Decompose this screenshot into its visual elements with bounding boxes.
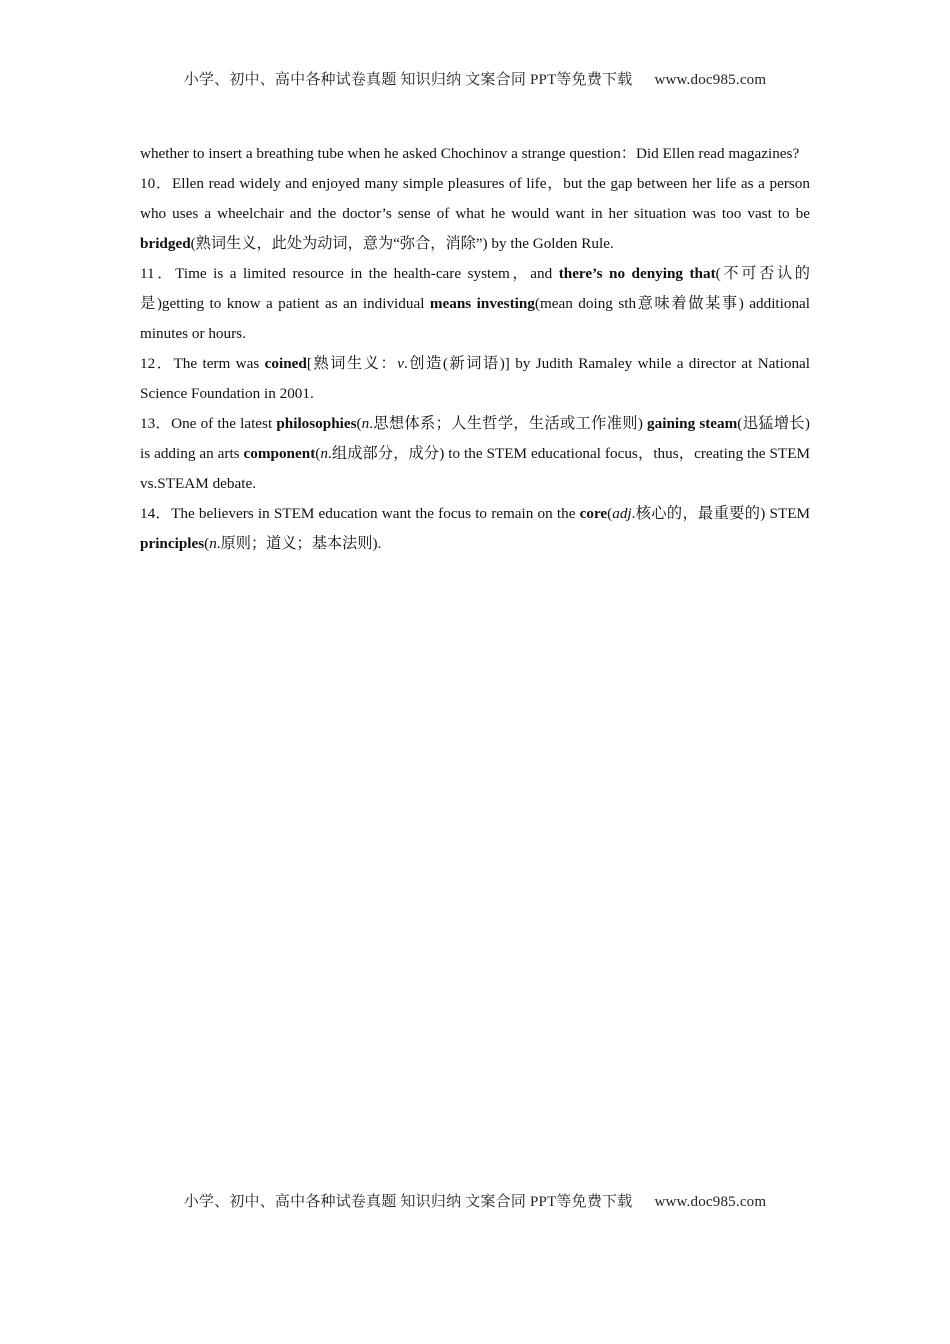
- text-run: 13．One of the latest: [140, 415, 277, 432]
- paragraph-14: [140, 499, 810, 559]
- italic-pos: n: [320, 445, 328, 462]
- text-run: (: [204, 535, 210, 552]
- bold-term: means investing: [429, 295, 535, 312]
- text-run: (熟词生义，此处为动词，意为“弥合，消除”) by the Golden Rule.: [190, 235, 614, 252]
- text-run: 14．The believers in STEM education want the focus to remain on the: [140, 505, 580, 522]
- bold-term: gaining steam: [647, 415, 738, 432]
- bold-term: core: [579, 505, 608, 522]
- text-run: [熟词生义：: [306, 355, 398, 372]
- document-body: [140, 139, 810, 559]
- text-run: (: [315, 445, 321, 462]
- text-run: .思想体系；人生哲学，生活或工作准则): [369, 415, 648, 432]
- header-text: 小学、初中、高中各种试卷真题 知识归纳 文案合同 PPT等免费下载: [183, 72, 633, 88]
- italic-pos: v: [397, 355, 404, 372]
- text-run: (不可否认的是)getting to know a patient as an individual: [140, 265, 810, 312]
- paragraph-12: [140, 349, 810, 409]
- footer-text: 小学、初中、高中各种试卷真题 知识归纳 文案合同 PPT等免费下载: [183, 1194, 633, 1210]
- text-run: (迅猛增长) is adding an arts: [140, 415, 810, 462]
- bold-term: principles: [140, 535, 205, 552]
- text-run: .创造(新词语)] by Judith Ramaley while a director at National Science Foundation in 2001.: [140, 355, 811, 402]
- text-run: 10．Ellen read widely and enjoyed many simple pleasures of life，but the gap between her life as a person who uses a wheelchair and the doctor’s sense of what he would want in her situation was too vast to be: [140, 175, 810, 222]
- text-run: .核心的，最重要的) STEM: [631, 505, 811, 522]
- bold-term: coined: [264, 355, 307, 372]
- paragraph-11: [140, 259, 810, 349]
- text-run: (: [356, 415, 362, 432]
- page-footer: [0, 1190, 950, 1211]
- bold-term: component: [243, 445, 316, 462]
- footer-url: www.doc985.com: [654, 1194, 767, 1210]
- text-run: .组成部分，成分) to the STEM educational focus，thus，creating the STEM vs.STEAM debate.: [140, 445, 810, 492]
- text-run: (: [607, 505, 613, 522]
- italic-pos: adj: [612, 505, 632, 522]
- text-run: .原则；道义；基本法则).: [216, 535, 382, 552]
- bold-term: bridged: [140, 235, 191, 252]
- page-header: [0, 68, 950, 89]
- bold-term: there’s no denying that: [558, 265, 716, 282]
- bold-term: philosophies: [276, 415, 357, 432]
- paragraph-10: [140, 169, 810, 259]
- text-run: (mean doing sth意味着做某事) additional minutes or hours.: [140, 295, 810, 342]
- text-run: 11．Time is a limited resource in the health-care system，and: [140, 265, 559, 282]
- header-url: www.doc985.com: [654, 72, 767, 88]
- text-run: whether to insert a breathing tube when he asked Chochinov a strange question：Did Ellen read magazines?: [140, 145, 800, 162]
- text-run: 12．The term was: [140, 355, 265, 372]
- paragraph-continued: [140, 139, 810, 169]
- paragraph-13: [140, 409, 810, 499]
- italic-pos: n: [209, 535, 217, 552]
- italic-pos: n: [361, 415, 370, 432]
